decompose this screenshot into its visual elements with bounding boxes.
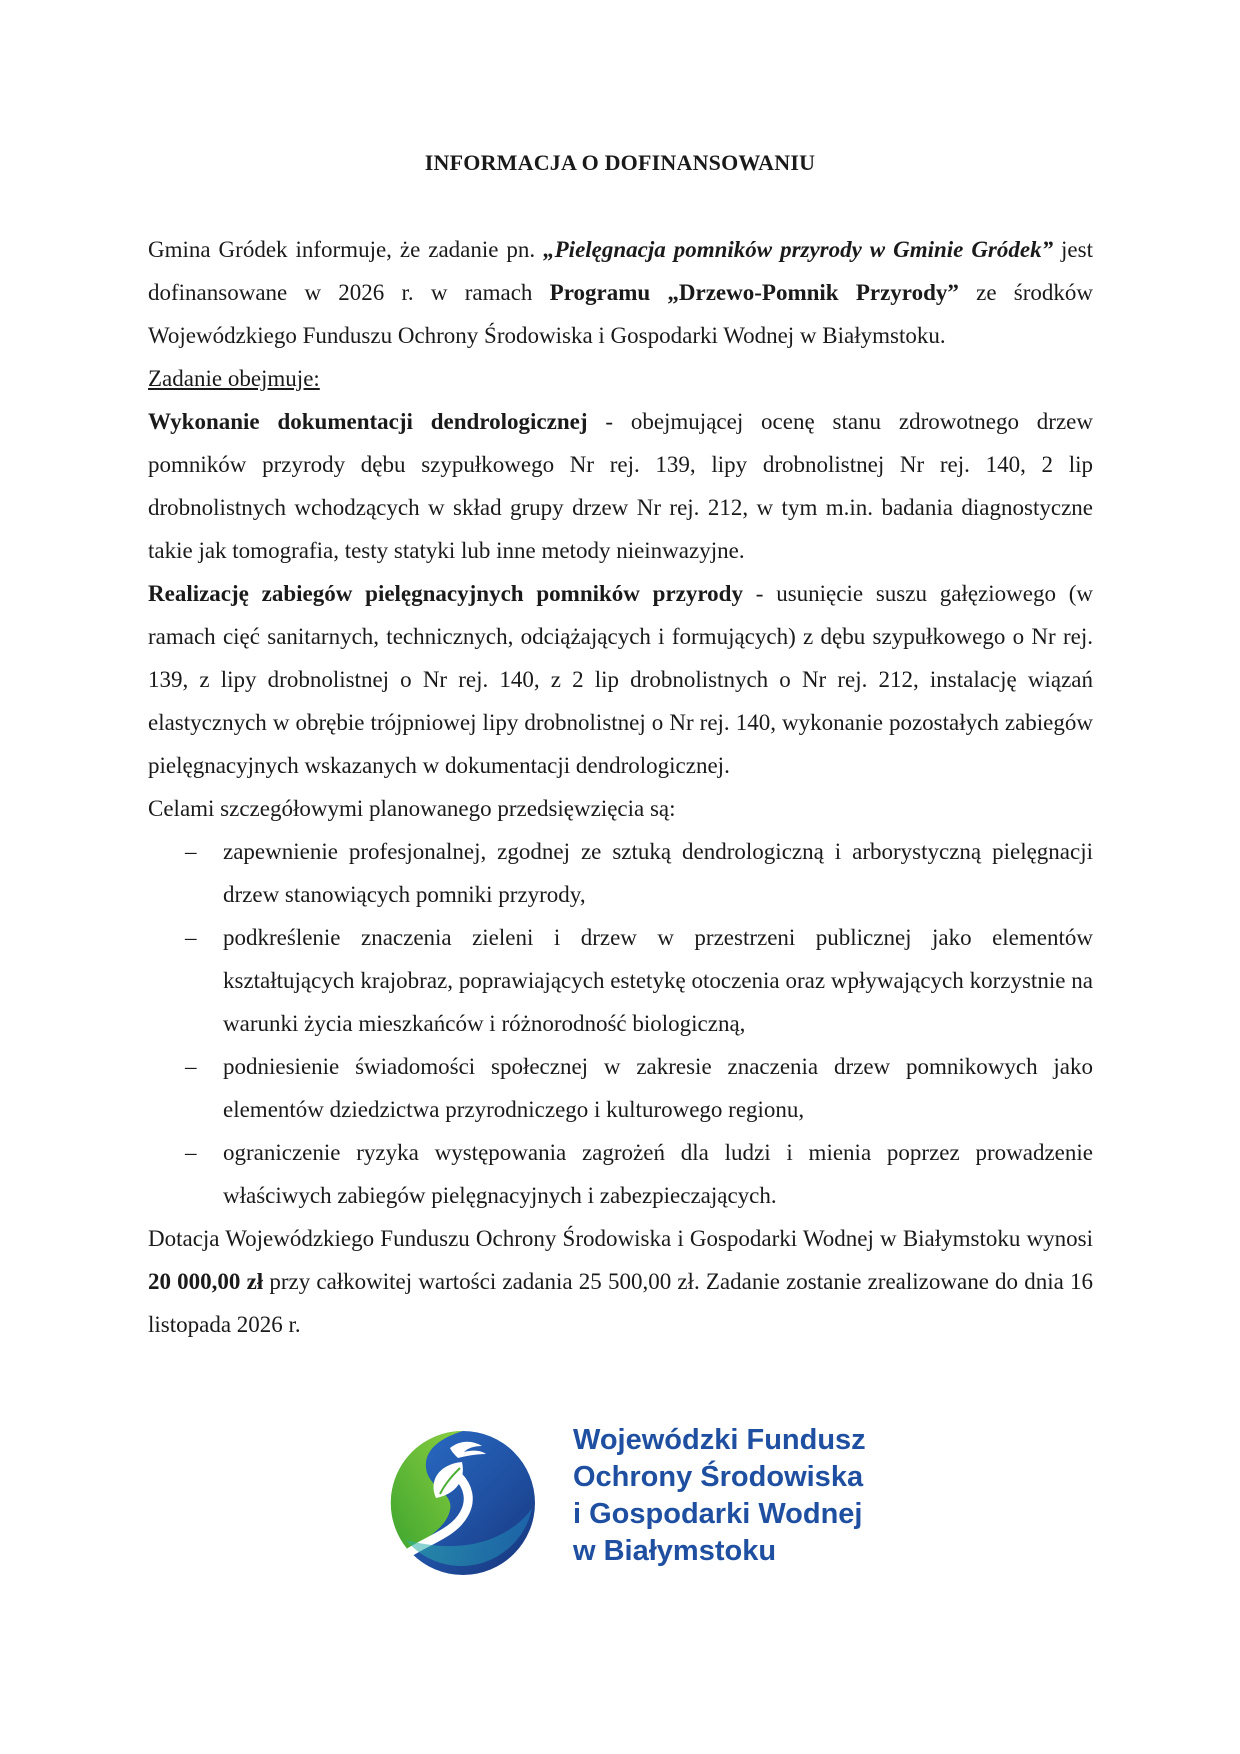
funding-text-1: Dotacja Wojewódzkiego Funduszu Ochrony Środowiska i Gospodarki Wodnej w Białymstoku wynosi	[148, 1226, 1093, 1251]
scope-item-text: - obejmującej ocenę stanu zdrowotnego drzew pomników przyrody dębu szypułkowego Nr rej. 139, lipy drobnolistnej Nr rej. 140, 2 lip drobnolistnych wchodzących w skład grupy drzew Nr rej. 212, w tym m.in. badania diagnostyczne takie jak tomografia, testy statyki lub inne metody nieinwazyjne.	[148, 409, 1093, 563]
funding-paragraph	[148, 1217, 1093, 1346]
scope-item-title: Wykonanie dokumentacji dendrologicznej	[148, 409, 588, 434]
bullet-dash: –	[185, 925, 197, 950]
logo-line: i Gospodarki Wodnej	[573, 1498, 863, 1530]
list-item: – ograniczenie ryzyka występowania zagrożeń dla ludzi i mienia poprzez prowadzenie właściwych zabiegów pielęgnacyjnych i zabezpieczających.	[148, 1131, 1093, 1217]
logo-line: Ochrony Środowiska	[573, 1461, 864, 1493]
intro-paragraph	[148, 228, 1093, 357]
scope-item-treatments	[148, 572, 1093, 787]
funding-amount: 20 000,00 zł	[148, 1269, 264, 1294]
goals-list	[148, 830, 1093, 1217]
list-item: – podniesienie świadomości społecznej w zakresie znaczenia drzew pomnikowych jako elementów dziedzictwa przyrodniczego i kulturowego regionu,	[148, 1045, 1093, 1131]
wfosigw-emblem-icon	[388, 1428, 538, 1578]
logo-wordmark	[573, 1422, 866, 1570]
task-name: „Pielęgnacja pomników przyrody w Gminie Gródek”	[543, 237, 1054, 262]
scope-heading: Zadanie obejmuje:	[148, 366, 320, 391]
program-name: Programu „Drzewo-Pomnik Przyrody”	[549, 280, 959, 305]
list-item: – podkreślenie znaczenia zieleni i drzew w przestrzeni publicznej jako elementów kształtujących krajobraz, poprawiających estetykę otoczenia oraz wpływających korzystnie na warunki życia mieszkańców i różnorodność biologiczną,	[148, 916, 1093, 1045]
bullet-dash: –	[185, 1140, 197, 1165]
goals-heading: Celami szczegółowymi planowanego przedsięwzięcia są:	[148, 796, 676, 821]
document-title: INFORMACJA O DOFINANSOWANIU	[424, 150, 816, 175]
intro-text-2: jest dofinansowane w 2026 r. w ramach	[148, 237, 1093, 305]
document-body	[148, 228, 1093, 1346]
wfosigw-logo	[388, 1418, 868, 1583]
logo-line: Wojewódzki Fundusz	[573, 1424, 866, 1456]
list-item: – zapewnienie profesjonalnej, zgodnej ze sztuką dendrologiczną i arborystyczną pielęgnacji drzew stanowiących pomniki przyrody,	[148, 830, 1093, 916]
intro-text-3: ze środków Wojewódzkiego Funduszu Ochrony Środowiska i Gospodarki Wodnej w Białymstoku.	[148, 280, 1093, 348]
scope-item-text: - usunięcie suszu gałęziowego (w ramach cięć sanitarnych, technicznych, odciążających i formujących) z dębu szypułkowego o Nr rej. 139, z lipy drobnolistnej o Nr rej. 140, z 2 lip drobnolistnych o Nr rej. 212, instalację wiązań elastycznych w obrębie trójpniowej lipy drobnolistnej o Nr rej. 140, wykonanie pozostałych zabiegów pielęgnacyjnych wskazanych w dokumentacji dendrologicznej.	[148, 581, 1094, 778]
logo-line: w Białymstoku	[573, 1535, 777, 1567]
bullet-dash: –	[185, 1054, 197, 1079]
intro-text-1: Gmina Gródek informuje, że zadanie pn.	[148, 237, 544, 262]
bullet-dash: –	[185, 839, 197, 864]
scope-item-documentation	[148, 400, 1093, 572]
scope-item-title: Realizację zabiegów pielęgnacyjnych pomników przyrody	[148, 581, 743, 606]
funding-text-2: przy całkowitej wartości zadania 25 500,00 zł. Zadanie zostanie zrealizowane do dnia 16 listopada 2026 r.	[148, 1269, 1093, 1337]
